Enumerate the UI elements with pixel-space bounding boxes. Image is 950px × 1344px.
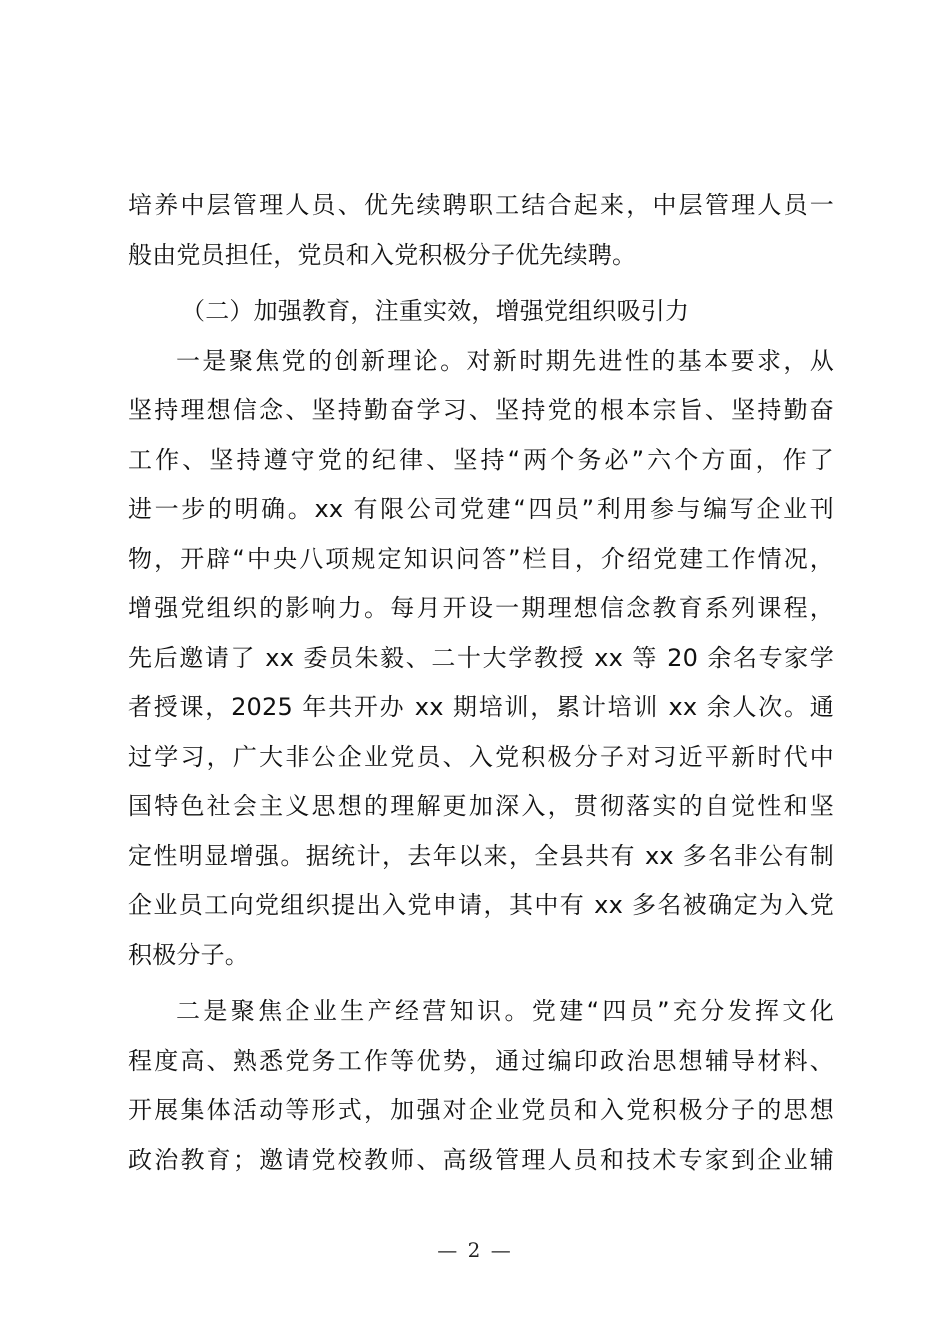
text-line: 进一步的明确。xx 有限公司党建“四员”利用参与编写企业刊 <box>128 495 834 523</box>
text-line: 一是聚焦党的创新理论。对新时期先进性的基本要求，从 <box>176 346 834 375</box>
text-line: 企业员工向党组织提出入党申请，其中有 xx 多名被确定为入党 <box>128 891 834 919</box>
document-body <box>128 181 834 1185</box>
text-line: 二是聚焦企业生产经营知识。党建“四员”充分发挥文化 <box>176 997 834 1025</box>
text-line: 政治教育；邀请党校教师、高级管理人员和技术专家到企业辅 <box>128 1145 834 1174</box>
text-line: 物，开辟“中央八项规定知识问答”栏目，介绍党建工作情况， <box>128 544 834 573</box>
section-heading: （二）加强教育，注重实效，增强党组织吸引力 <box>181 297 690 325</box>
text-line: 者授课，2025 年共开办 xx 期培训，累计培训 xx 余人次。通 <box>128 693 834 721</box>
text-line: 定性明显增强。据统计，去年以来，全县共有 xx 多名非公有制 <box>128 841 834 870</box>
text-line: 坚持理想信念、坚持勤奋学习、坚持党的根本宗旨、坚持勤奋 <box>128 396 834 424</box>
paragraph-3 <box>128 987 834 1185</box>
text-line: 国特色社会主义思想的理解更加深入，贯彻落实的自觉性和坚 <box>128 792 834 820</box>
paragraph-1 <box>128 181 834 280</box>
text-line: 先后邀请了 xx 委员朱毅、二十大学教授 xx 等 20 余名专家学 <box>128 643 834 672</box>
text-line: 般由党员担任，党员和入党积极分子优先续聘。 <box>128 240 637 269</box>
text-line: 开展集体活动等形式，加强对企业党员和入党积极分子的思想 <box>128 1096 834 1124</box>
text-line: 程度高、熟悉党务工作等优势，通过编印政治思想辅导材料、 <box>128 1046 834 1075</box>
text-line: 培养中层管理人员、优先续聘职工结合起来，中层管理人员一 <box>128 191 834 219</box>
text-line: 工作、坚持遵守党的纪律、坚持“两个务必”六个方面，作了 <box>128 445 834 474</box>
text-line: 过学习，广大非公企业党员、入党积极分子对习近平新时代中 <box>128 742 834 771</box>
page-number: — 2 — <box>437 1238 513 1262</box>
text-line: 积极分子。 <box>128 940 249 969</box>
text-line: 增强党组织的影响力。每月开设一期理想信念教育系列课程， <box>128 594 834 622</box>
paragraph-2 <box>128 337 834 981</box>
